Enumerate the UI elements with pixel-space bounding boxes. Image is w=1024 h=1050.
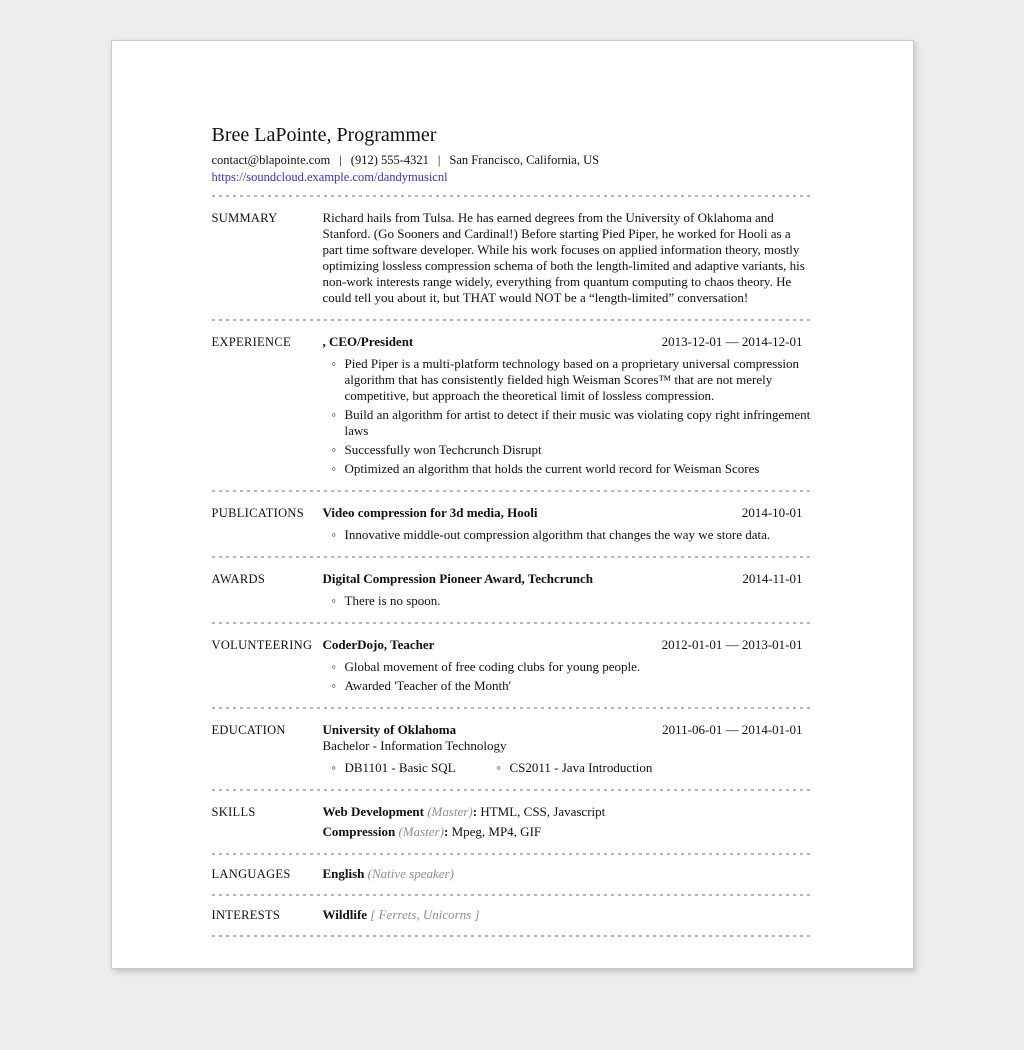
section-volunteering bbox=[212, 624, 813, 707]
bullet-icon: ◦ bbox=[331, 442, 337, 457]
entry-title: University of Oklahoma bbox=[322, 722, 457, 737]
section-awards bbox=[212, 558, 813, 622]
contact-email: contact@blapointe.com bbox=[211, 153, 331, 167]
contact-phone: (912) 555-4321 bbox=[350, 153, 429, 167]
skill-name: Web Development bbox=[322, 804, 424, 819]
bullet-icon: ◦ bbox=[331, 760, 337, 775]
bullet-icon: ◦ bbox=[331, 356, 337, 371]
section-label: PUBLICATIONS bbox=[211, 506, 304, 520]
language-item bbox=[323, 866, 813, 882]
entry-header bbox=[323, 637, 813, 653]
skill-level: (Master) bbox=[427, 804, 473, 819]
app-background bbox=[0, 40, 1024, 1050]
skill-item bbox=[323, 824, 813, 840]
entry-title: , CEO/President bbox=[322, 334, 414, 349]
section-label: EXPERIENCE bbox=[211, 335, 291, 349]
section-label: AWARDS bbox=[211, 572, 266, 586]
section-label: VOLUNTEERING bbox=[211, 638, 313, 652]
bullet-item: ◦ Global movement of free coding clubs for young people. bbox=[331, 659, 641, 674]
bullet-icon: ◦ bbox=[331, 461, 337, 476]
section-skills bbox=[212, 791, 813, 853]
section-label: INTERESTS bbox=[211, 908, 281, 922]
bullet-icon: ◦ bbox=[331, 407, 337, 422]
entry-header bbox=[323, 722, 813, 738]
entry-title: Digital Compression Pioneer Award, Techcrunch bbox=[322, 571, 593, 586]
language-note: (Native speaker) bbox=[367, 866, 454, 881]
skill-values: HTML, CSS, Javascript bbox=[480, 804, 606, 819]
contact-divider: | bbox=[339, 153, 342, 167]
interest-note: [ Ferrets, Unicorns ] bbox=[370, 907, 480, 922]
entry-header bbox=[323, 571, 813, 587]
bullet-list bbox=[323, 659, 813, 694]
section-label: SUMMARY bbox=[211, 211, 278, 225]
skill-level: (Master) bbox=[398, 824, 444, 839]
bullet-icon: ◦ bbox=[331, 678, 337, 693]
bullet-list bbox=[323, 593, 813, 609]
bullet-item: ◦ Awarded 'Teacher of the Month' bbox=[331, 678, 511, 693]
language-name: English bbox=[322, 866, 365, 881]
section-label: EDUCATION bbox=[211, 723, 286, 737]
section-divider bbox=[212, 935, 813, 937]
bullet-icon: ◦ bbox=[331, 527, 337, 542]
course-list bbox=[323, 760, 813, 776]
resume-header bbox=[212, 123, 813, 195]
section-education bbox=[212, 709, 813, 789]
entry-dates: 2012-01-01 — 2013-01-01 bbox=[661, 637, 803, 652]
resume-page bbox=[111, 40, 914, 969]
course-item: ◦ CS2011 - Java Introduction bbox=[496, 760, 653, 775]
skill-colon: : bbox=[443, 824, 449, 839]
entry-dates: 2013-12-01 — 2014-12-01 bbox=[661, 334, 803, 349]
section-publications bbox=[212, 492, 813, 556]
bullet-icon: ◦ bbox=[496, 760, 502, 775]
bullet-item: ◦ Build an algorithm for artist to detect if their music was violating copy right infringement laws bbox=[331, 407, 811, 438]
contact-location: San Francisco, California, US bbox=[449, 153, 600, 167]
entry-header bbox=[323, 505, 813, 521]
section-languages bbox=[212, 855, 813, 894]
skill-item bbox=[323, 804, 813, 820]
bullet-icon: ◦ bbox=[331, 659, 337, 674]
skill-values: Mpeg, MP4, GIF bbox=[451, 824, 542, 839]
skill-name: Compression bbox=[322, 824, 396, 839]
entry-dates: 2011-06-01 — 2014-01-01 bbox=[662, 722, 803, 737]
bullet-item: ◦ Optimized an algorithm that holds the current world record for Weisman Scores bbox=[331, 461, 760, 476]
entry-title: CoderDojo, Teacher bbox=[322, 637, 435, 652]
section-label: SKILLS bbox=[211, 805, 256, 819]
section-experience bbox=[212, 321, 813, 490]
bullet-item: ◦ Successfully won Techcrunch Disrupt bbox=[331, 442, 542, 457]
summary-text: Richard hails from Tulsa. He has earned degrees from the University of Oklahoma and Stanford. (Go Sooners and Cardinal!) Before starting Pied Piper, he worked for Hooli as a part time software developer. While his work focuses on applied information theory, mostly optimizing lossless compression schema of both the length-limited and adaptive variants, his non-work interests range widely, everything from quantum computing to chaos theory. He could tell you about it, but THAT would NOT be a “length-limited” conversation! bbox=[322, 210, 805, 305]
entry-dates: 2014-11-01 bbox=[742, 571, 803, 586]
interest-item bbox=[323, 907, 813, 923]
section-label: LANGUAGES bbox=[211, 867, 291, 881]
bullet-item: ◦ There is no spoon. bbox=[331, 593, 441, 608]
bullet-list bbox=[323, 527, 813, 543]
contact-divider: | bbox=[437, 153, 441, 167]
link-row bbox=[212, 169, 813, 185]
section-interests bbox=[212, 896, 813, 935]
bullet-icon: ◦ bbox=[331, 593, 337, 608]
interest-name: Wildlife bbox=[322, 907, 368, 922]
entry-dates: 2014-10-01 bbox=[741, 505, 803, 520]
entry-header bbox=[323, 334, 813, 350]
soundcloud-link[interactable]: https://soundcloud.example.com/dandymusicnl bbox=[211, 170, 448, 184]
candidate-name: Bree LaPointe, Programmer bbox=[211, 124, 437, 146]
course-item: ◦ DB1101 - Basic SQL bbox=[331, 760, 456, 775]
contact-line bbox=[212, 152, 813, 168]
degree-line: Bachelor - Information Technology bbox=[322, 738, 507, 753]
bullet-item: ◦ Innovative middle-out compression algorithm that changes the way we store data. bbox=[331, 527, 771, 542]
section-summary bbox=[212, 197, 813, 319]
bullet-item: ◦ Pied Piper is a multi-platform technology based on a proprietary universal compression algorithm that has consistently fielded high Weisman Scores™ that are not merely competitive, but approach the theoretical limit of lossless compression. bbox=[331, 356, 800, 403]
skill-colon: : bbox=[472, 804, 478, 819]
entry-title: Video compression for 3d media, Hooli bbox=[322, 505, 538, 520]
bullet-list bbox=[323, 356, 813, 477]
